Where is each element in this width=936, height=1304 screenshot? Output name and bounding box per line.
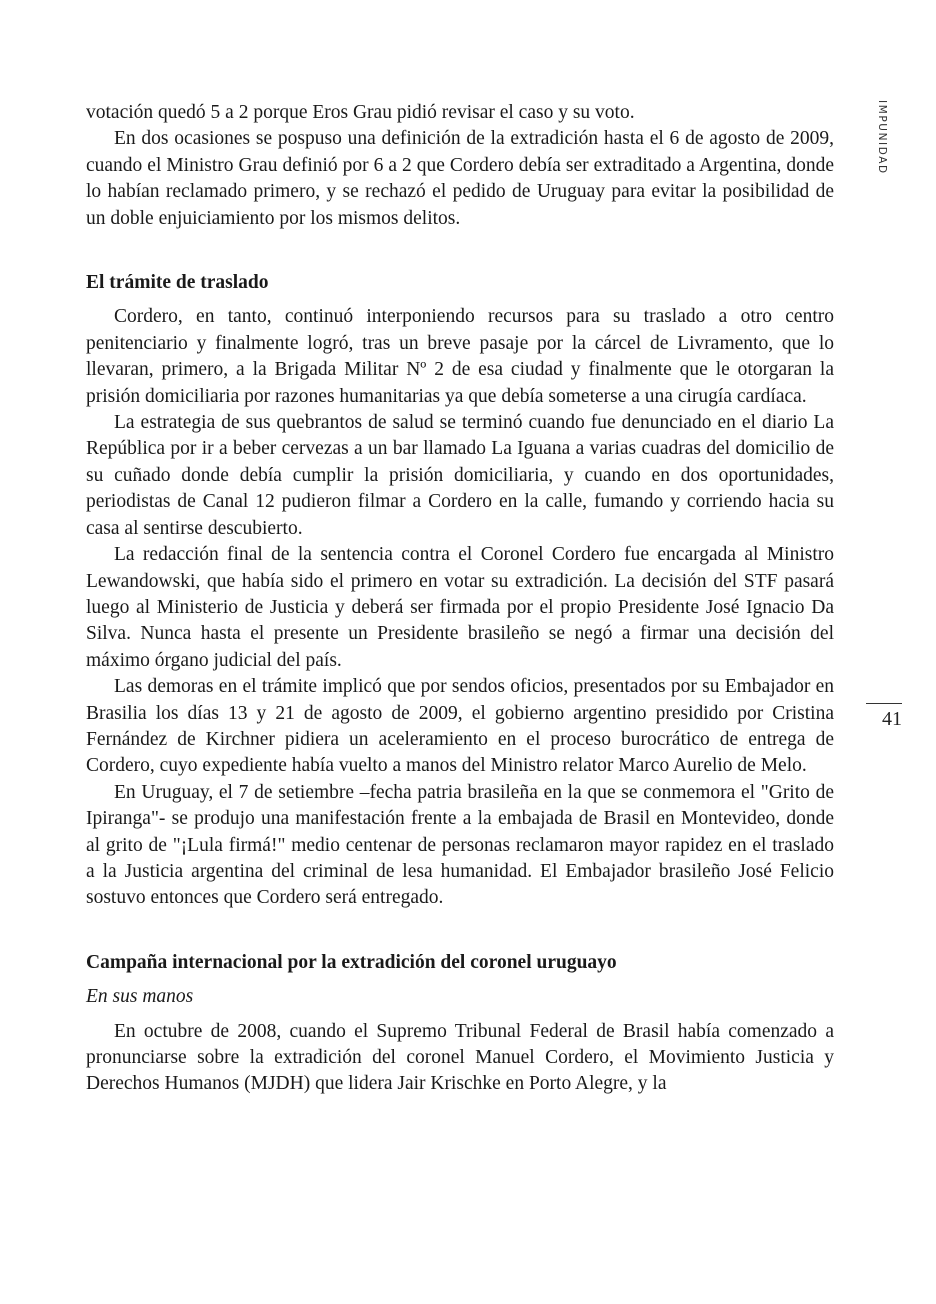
paragraph: En Uruguay, el 7 de setiembre –fecha patria brasileña en la que se conmemora el "Grito de Ipiranga"- se produjo una manifestación frente a la embajada de Brasil en Montevideo, donde al grito de "¡Lula firmá!" medio centenar de personas reclamaron mayor rapidez en el traslado a la Justicia argentina del criminal de lesa humanidad. El Embajador brasileño José Felicio sostuvo entonces que Cordero será entregado. [86,781,834,909]
section-heading: El trámite de traslado [86,272,269,294]
paragraph: Cordero, en tanto, continuó interponiendo recursos para su traslado a otro centro penitenciario y finalmente logró, tras un breve pasaje por la cárcel de Livramento, que lo llevaran, primero, a la Brigada Militar Nº 2 de esa ciudad y finalmente que le otorgaran la prisión domiciliaria por razones humanitarias ya que debía someterse a una cirugía cardíaca. [86,306,834,407]
section-spacer [86,912,834,950]
section-spacer [86,232,834,270]
page-number: 41 [882,708,902,730]
paragraph: La redacción final de la sentencia contra el Coronel Cordero fue encargada al Ministro Lewandowski, que había sido el primero en votar su extradición. La decisión del STF pasará luego al Ministerio de Justicia y deberá ser firmada por el propio Presidente José Ignacio Da Silva. Nunca hasta el presente un Presidente brasileño se negó a firmar una decisión del máximo órgano judicial del país. [86,544,834,671]
body-text [86,100,834,1098]
page-number-rule [866,703,902,704]
section-heading: Campaña internacional por la extradición del coronel uruguayo [86,951,617,973]
paragraph: votación quedó 5 a 2 porque Eros Grau pidió revisar el caso y su voto. [86,102,635,123]
paragraph: En dos ocasiones se pospuso una definición de la extradición hasta el 6 de agosto de 2009, cuando el Ministro Grau definió por 6 a 2 que Cordero debía ser extraditado a Argentina, donde lo habían reclamado primero, y se rechazó el pedido de Uruguay para evitar la posibilidad de un doble enjuiciamiento por los mismos delitos. [86,128,834,229]
running-head: IMPUNIDAD [876,100,888,175]
subsection-heading: En sus manos [86,986,194,1008]
paragraph: La estrategia de sus quebrantos de salud se terminó cuando fue denunciado en el diario La República por ir a beber cervezas a un bar llamado La Iguana a varias cuadras del domicilio de su cuñado donde debía cumplir la prisión domiciliaria, y cuando en dos oportunidades, periodistas de Canal 12 pudieron filmar a Cordero en la calle, fumando y corriendo hacia su casa al sentirse descubierto. [86,412,834,539]
heading-spacer [86,976,834,984]
paragraph: Las demoras en el trámite implicó que por sendos oficios, presentados por su Embajador en Brasilia los días 13 y 21 de agosto de 2009, el gobierno argentino presidido por Cristina Fernández de Kirchner pidiera un aceleramiento en el proceso burocrático de entrega de Cordero, cuyo expediente había vuelto a manos del Ministro relator Marco Aurelio de Melo. [86,676,834,777]
heading-spacer [86,296,834,304]
heading-spacer [86,1011,834,1019]
paragraph: En octubre de 2008, cuando el Supremo Tribunal Federal de Brasil había comenzado a pronunciarse sobre la extradición del coronel Manuel Cordero, el Movimiento Justicia y Derechos Humanos (MJDH) que lidera Jair Krischke en Porto Alegre, y la [86,1020,834,1095]
